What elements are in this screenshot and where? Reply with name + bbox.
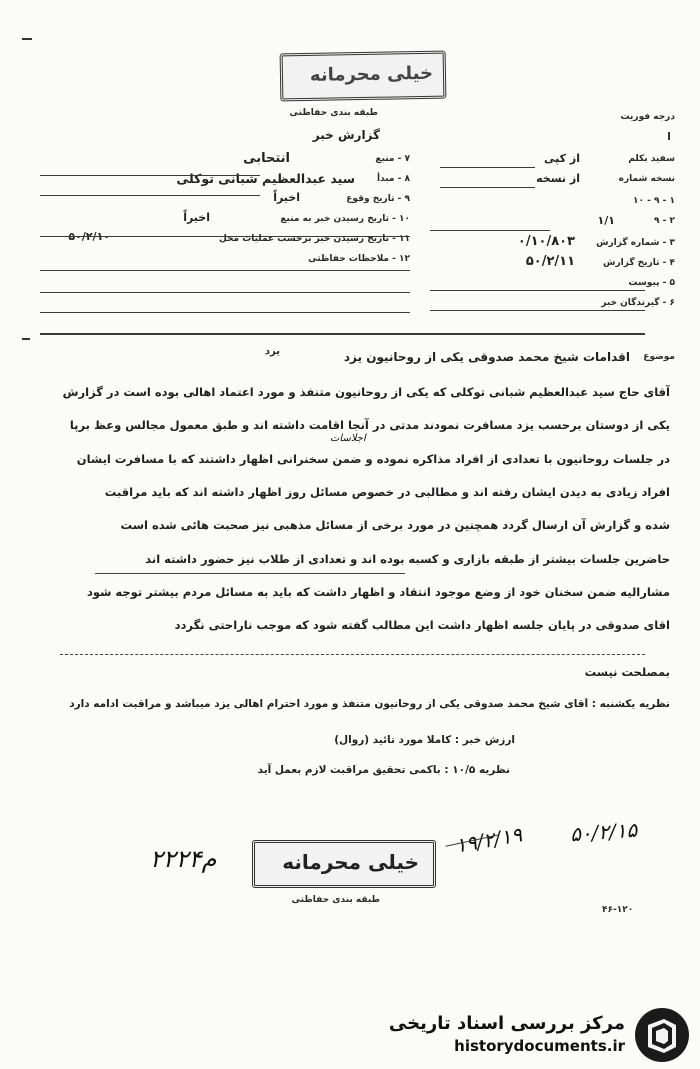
body-line: افراد زیادی به دیدن ایشان رفته اند و مطالبی در خصوص مسائل روز اظهار داشته اند که باید مراقبت — [104, 485, 670, 499]
underline-mark — [95, 573, 405, 574]
right-field-value: از نسخه — [536, 172, 580, 185]
archive-logo-icon — [634, 1007, 690, 1063]
left-field-label: ۷ - منبع — [375, 154, 410, 164]
field-rule — [440, 187, 535, 188]
body-line: یکی از دوستان برحسب یزد مسافرت نمودند مدتی در آنجا اقامت داشته اند و طبق معمول مجالس وعظ برپا — [69, 418, 670, 432]
field-rule — [40, 175, 260, 176]
header-title: گزارش خبر — [312, 128, 380, 142]
bottom-stamp-text: خیلی محرمانه — [282, 850, 419, 874]
right-field-value: از کپی — [544, 152, 580, 165]
subject-text: اقدامات شیخ محمد صدوقی یکی از روحانیون یزد — [343, 350, 630, 364]
left-field-value: اخیراً — [273, 191, 300, 204]
left-field-value: انتحابی — [243, 151, 290, 166]
right-field-label: ۴ - تاریخ گزارش — [603, 258, 675, 268]
body-line: در جلسات روحانیون با تعدادی از افراد مذاکره نموده و ضمن سخنرانی اظهار داشتند که با مسافرت ایشان — [76, 452, 670, 466]
right-field-value: ۱/۱ — [597, 214, 615, 227]
field-rule — [40, 236, 410, 237]
right-field-label: ۶ - گیرندگان خبر — [601, 298, 675, 308]
field-rule — [40, 292, 410, 293]
note-line: نظریه ۱۰/۵ : باکمی تحقیق مراقبت لازم بعمل آید — [257, 764, 510, 776]
watermark-url: historydocuments.ir — [454, 1037, 625, 1055]
body-line: شده و گزارش آن ارسال گردد همچنین در مورد برخی از مسائل مذهبی نیز صحبت هائی شده است — [120, 518, 670, 532]
watermark-title: مرکز بررسی اسناد تاریخی — [388, 1013, 625, 1034]
field-rule — [430, 230, 550, 231]
right-field-value: ۵۰/۲/۱۱ — [525, 254, 575, 269]
scan-mark — [22, 338, 30, 340]
right-field-label: نسخه شماره — [618, 174, 675, 184]
left-field-label: ۱۲ - ملاحظات حفاظتی — [308, 254, 410, 264]
top-stamp-text: خیلی محرمانه — [309, 62, 434, 86]
body-line: بمصلحت نیست — [584, 665, 670, 679]
remark-line: نظریه یکشنبه : آقای شیخ محمد صدوقی یکی از روحانیون متنفذ و مورد احترام اهالی یزد میباشد و مراقبت ادامه دارد — [69, 698, 670, 710]
field-rule — [40, 312, 410, 313]
field-rule — [40, 270, 410, 271]
remark-line: ارزش خبر : کاملا مورد تائید (روال) — [334, 734, 515, 746]
left-field-value: اخیراً — [183, 211, 210, 224]
left-field-label: ۱۱ - تاریخ رسیدن خبر برحسب عملیات محل — [218, 234, 410, 244]
handwritten-number: ۲۲۲۴م — [150, 845, 217, 873]
header-classification: درجه فوریت — [620, 112, 675, 122]
body-line: آقای حاج سید عبدالعظیم شبانی توکلی که یکی از روحانیون متنفذ و مورد اعتماد اهالی بوده است در گزارش — [62, 385, 670, 399]
left-field-label: ۹ - تاریخ وقوع — [346, 194, 410, 204]
underline-mark — [60, 654, 645, 655]
left-field-value: سید عبدالعظیم شبانی توکلی — [176, 171, 355, 186]
body-line: مشارالیه ضمن سخنان خود از وضع موجود انتقاد و اظهار داشت که باید به مسائل مردم بیشتر توجه شود — [86, 585, 670, 599]
scan-mark — [22, 38, 32, 40]
section-rule — [40, 333, 645, 335]
left-field-label: ۸ - مبدأ — [376, 174, 410, 184]
bottom-org: طبقه بندی حفاظتی — [291, 895, 380, 905]
right-field-label: ۳ - شماره گزارش — [596, 238, 675, 248]
right-field-label: ۲ - ۹ — [653, 216, 675, 226]
field-rule — [440, 167, 535, 168]
left-field-value: ۵۰/۲/۱۰ — [68, 230, 110, 243]
left-field-label: ۱۰ - تاریخ رسیدن خبر به منبع — [280, 214, 410, 224]
bottom-classification-stamp — [252, 840, 436, 888]
watermark — [388, 1005, 695, 1065]
field-rule — [430, 310, 645, 311]
signature: ۵۰/۲/۱۵ — [569, 817, 638, 847]
field-rule — [40, 195, 260, 196]
form-code: ۴۶-۱۲۰ — [602, 905, 634, 915]
body-line: حاضرین جلسات بیشتر از طبقه بازاری و کسبه بوده اند و تعدادی از طلاب نیز حضور داشته اند — [145, 552, 670, 566]
right-field-label: سفید بکلم — [628, 154, 675, 164]
right-field-label: ۵ - پیوست — [628, 278, 675, 288]
right-field-label: ۱ - ۹ - ۱۰ — [632, 196, 675, 206]
right-field-value: ۰/۱۰/۸۰۳ — [517, 234, 575, 249]
field-rule — [430, 290, 645, 291]
signature: ۱۹/۲/۱۹ — [453, 822, 524, 858]
subject-label: موضوع — [643, 352, 675, 362]
handwritten-insert: اجلاسات — [330, 433, 366, 444]
body-line: اقای صدوقی در پایان جلسه اظهار داشت این مطالب گفته شود که موجب ناراحتی نگردد — [174, 618, 670, 632]
top-classification-stamp — [280, 51, 447, 102]
scan-mark — [668, 132, 670, 140]
subject-side-note: یزد — [264, 346, 280, 357]
header-org: طبقه بندی حفاظتی — [289, 108, 378, 118]
